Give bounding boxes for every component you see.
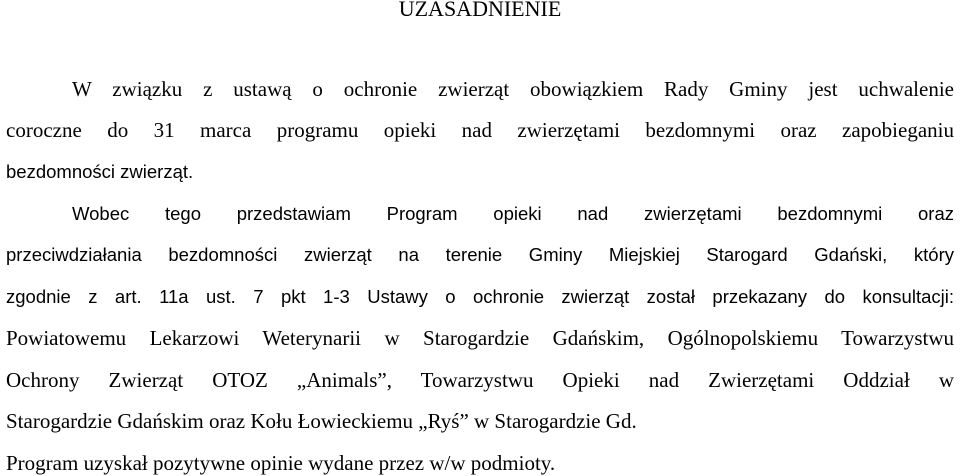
paragraph-2-line-6: Starogardzie Gdańskim oraz Kołu Łowieckiemu „Ryś” w Starogardzie Gd.: [6, 409, 637, 433]
paragraph-3-line-1: Program uzyskał pozytywne opinie wydane przez w/w podmioty.: [6, 451, 556, 475]
paragraph-2-line-3: zgodnie z art. 11a ust. 7 pkt 1-3 Ustawy o ochronie zwierząt został przekazany do konsultacji:: [6, 286, 954, 307]
paragraph-2-line-1: Wobec tego przedstawiam Program opieki nad zwierzętami bezdomnymi oraz: [72, 203, 954, 224]
paragraph-2-line-2: przeciwdziałania bezdomności zwierząt na terenie Gminy Miejskiej Starogard Gdański, który: [6, 244, 954, 265]
paragraph-2-line-4: Powiatowemu Lekarzowi Weterynarii w Starogardzie Gdańskim, Ogólnopolskiemu Towarzystwu: [6, 326, 954, 350]
document-title: UZASADNIENIE: [398, 0, 562, 21]
paragraph-1-line-1: W związku z ustawą o ochronie zwierząt obowiązkiem Rady Gminy jest uchwalenie: [72, 77, 954, 101]
paragraph-1-line-3: bezdomności zwierząt.: [6, 161, 194, 182]
paragraph-2-line-5: Ochrony Zwierząt OTOZ „Animals”, Towarzystwu Opieki nad Zwierzętami Oddział w: [6, 368, 954, 392]
paragraph-1-line-2: coroczne do 31 marca programu opieki nad zwierzętami bezdomnymi oraz zapobieganiu: [6, 118, 954, 142]
